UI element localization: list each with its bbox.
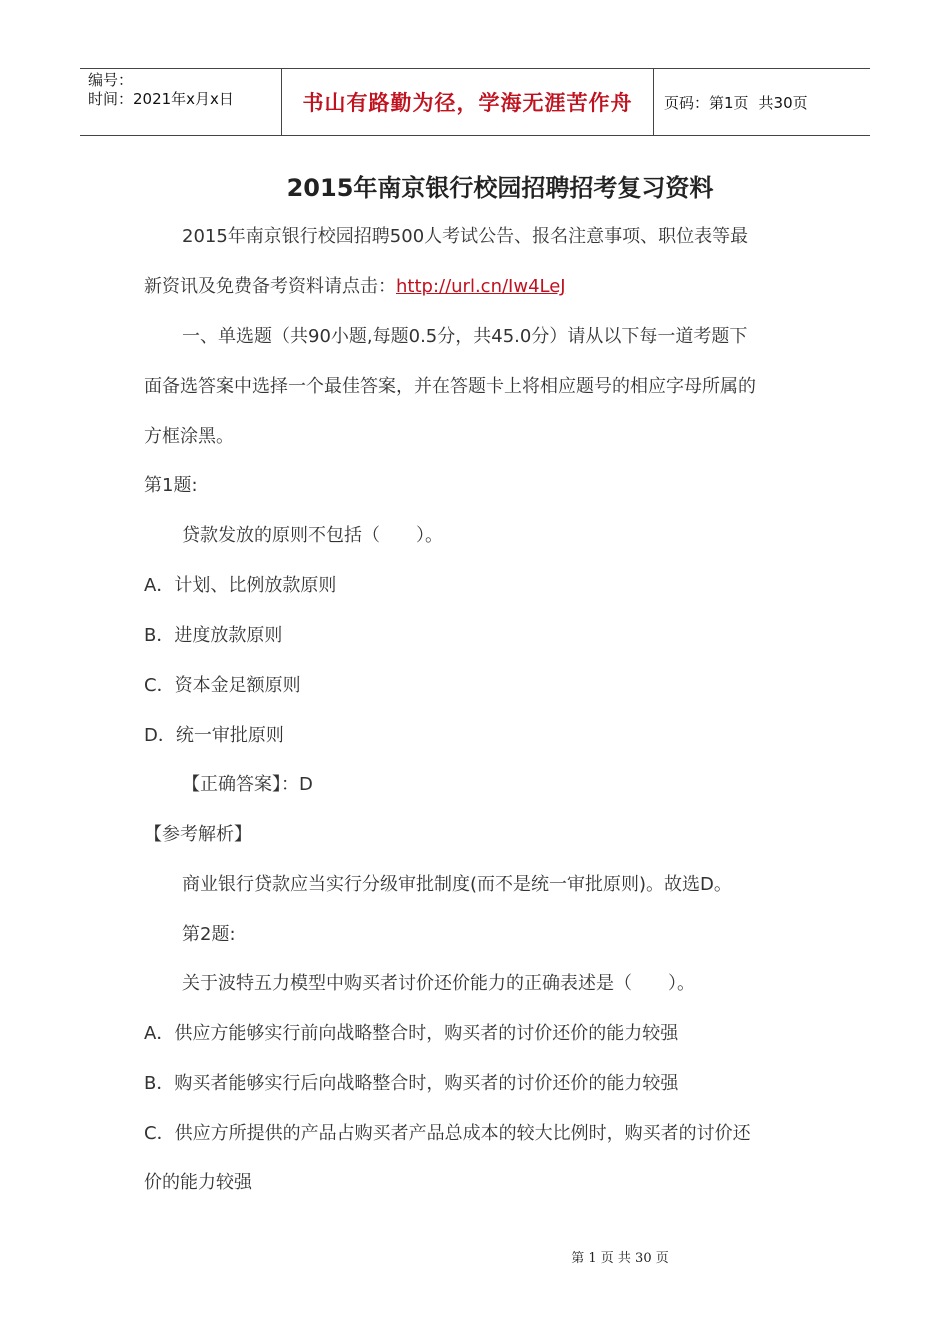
header-page-total: 共30页 [758,93,808,112]
time-label: 时间：2021年x月x日 [88,90,234,108]
question-1-answer: 【正确答案】：D [182,774,313,795]
section-line-1: 一、单选题（共90小题,每题0.5分，共45.0分）请从以下每一道考题下 [182,326,748,347]
question-1-option-d: D．统一审批原则 [144,725,284,746]
page-footer: 第 1 页 共 30 页 [571,1251,669,1266]
question-2-label: 第2题: [182,924,236,945]
question-2-stem: 关于波特五力模型中购买者讨价还价能力的正确表述是（ ）。 [182,973,695,994]
intro-text: 新资讯及免费备考资料请点击： [144,276,396,297]
question-1-option-c: C．资本金足额原则 [144,675,301,696]
document-title: 2015年南京银行校园招聘招考复习资料 [286,174,714,202]
header-motto: 书山有路勤为径，学海无涯苦作舟 [282,69,654,135]
intro-line-1: 2015年南京银行校园招聘500人考试公告、报名注意事项、职位表等最 [182,226,749,247]
question-1-option-a: A．计划、比例放款原则 [144,575,337,596]
header-left-cell [80,69,282,135]
section-line-3: 方框涂黑。 [144,426,234,447]
question-2-option-a: A．供应方能够实行前向战略整合时，购买者的讨价还价的能力较强 [144,1023,679,1044]
intro-link[interactable]: http://url.cn/Iw4LeJ [396,276,566,297]
header-page-info [654,69,870,135]
question-1-label: 第1题: [144,475,198,496]
question-1-analysis-label: 【参考解析】 [144,824,252,845]
question-1-analysis: 商业银行贷款应当实行分级审批制度(而不是统一审批原则)。故选D。 [182,874,732,895]
header-table [80,68,870,136]
question-2-option-c-line-1: C．供应方所提供的产品占购买者产品总成本的较大比例时，购买者的讨价还 [144,1123,751,1144]
question-2-option-c-line-2: 价的能力较强 [144,1172,252,1193]
intro-line-2 [144,272,566,298]
question-1-stem: 贷款发放的原则不包括（ ）。 [182,525,443,546]
question-2-option-b: B．购买者能够实行后向战略整合时，购买者的讨价还价的能力较强 [144,1073,679,1094]
header-page-current: 页码：第1页 [664,93,749,112]
section-line-2: 面备选答案中选择一个最佳答案，并在答题卡上将相应题号的相应字母所属的 [144,376,756,397]
number-label: 编号： [88,71,134,89]
question-1-option-b: B．进度放款原则 [144,625,283,646]
